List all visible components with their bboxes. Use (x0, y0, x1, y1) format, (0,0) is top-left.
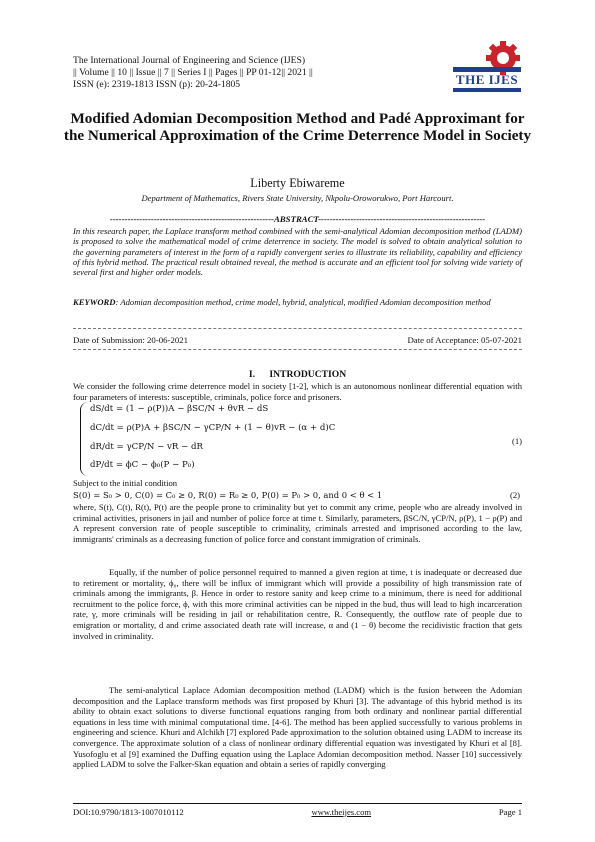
initial-condition-label: Subject to the initial condition (73, 478, 178, 488)
volume-line: || Volume || 10 || Issue || 7 || Series I || Pages || PP 01-12|| 2021 || (73, 67, 313, 78)
equation-number: (1) (511, 436, 522, 446)
author-name: Liberty Ebiwareme (250, 176, 345, 190)
equation-dp: dP/dt = ϕC − ϕ₀(P − P₀) (90, 460, 195, 470)
dates-row (73, 335, 522, 345)
section-title: INTRODUCTION (269, 369, 347, 380)
keywords (73, 297, 522, 307)
paragraph-equally: Equally, if the number of police personnel required to manned a given region at time, t is inadequate or decreased due to retirement or mortality, ϕ₀, there will be influx of immigrant which will provide a possibility of high transmission rate of criminals among the immigrants, β. Hence in order to restore sanity and keep crime to a minimum, there is need for additional recruitment to the police force, ϕ, with this more criminal activities can be nipped in the bud, thus will lead to high incarceration rate, γ, more criminals will be residing in jail or rehabilitation centre, R. Consequently, the outflow rate of people due to emigration or mortality, d and crime associated death rate will increase, α and (1 − θ) become the recidivistic fraction that gets involved in criminality. (73, 567, 522, 641)
divider (73, 328, 522, 329)
keywords-label: KEYWORD (73, 297, 116, 307)
page-number: Page 1 (498, 807, 522, 817)
equation-dr: dR/dt = γCP/N − vR − dR (90, 442, 204, 452)
brace (80, 402, 89, 476)
abstract-heading: --------------------------------------------------------ABSTRACT--------------------------------------------------------- (109, 214, 486, 224)
paragraph-ladm: The semi-analytical Laplace Adomian decomposition method (LADM) which is the fusion between the Adomian decomposition and the Laplace transform methods was first proposed by Khuri [3]. The advantage of this hybrid method is its ability to obtain exact solutions to diverse functional equations ranging from both ordinary and nonlinear partial differential equations in less time with minimal computational time. [4-6]. The method has been applied successfully to various problems in engineering and science. Khuri and Alchikh [7] explored Pade approximation to the solution obtained using LADM to increase its convergence. The approximate solution of a class of nonlinear ordinary differential equation was investigated by Khuri et al [8]. Yusofoglu et al [9] examined the Duffing equation using the Laplace Adomian decomposition method. Nasser [10] successively applied LADM to solve the Falker-Skan equation and obtain a series of rapidly converging (73, 685, 522, 770)
logo-text: THE IJES (455, 72, 519, 87)
issn-line: ISSN (e): 2319-1813 ISSN (p): 20-24-1805 (73, 79, 241, 90)
abstract-text: In this research paper, the Laplace transform method combined with the semi-analytical Adomian decomposition method (LADM) is proposed to solve the mathematical model of crime deterrence in society. The model is solved to obtain analytical solution to the governing parameters of interest in the form of a rapidly convergent series to illustrate its reliability, capability and efficiency of this hybrid method. The practical result obtained reveal, the method is accurate and an efficient tool for solving wide variety of several first and higher order models. (73, 226, 522, 278)
equation-system (80, 402, 522, 476)
keywords-text: : Adomian decomposition method, crime model, hybrid, analytical, modified Adomian decomposition method (115, 297, 491, 307)
author-affiliation: Department of Mathematics, Rivers State University, Nkpolu-Oroworukwo, Port Harcourt. (141, 193, 454, 203)
intro-paragraph: We consider the following crime deterrence model in society [1-2], which is an autonomous nonlinear differential equation with four parameters of interests: susceptible, criminals, police force and prisoners. (73, 381, 522, 402)
journal-name: The International Journal of Engineering and Science (IJES) (73, 55, 306, 66)
journal-logo (451, 40, 523, 96)
section-number: I. (248, 369, 255, 380)
section-heading (73, 369, 522, 380)
journal-link[interactable]: www.theijes.com (311, 807, 372, 817)
equation-dc: dC/dt = ρ(P)A + βSC/N − γCP/N + (1 − θ)vR − (α + d)C (90, 423, 336, 433)
equation-number: (2) (510, 490, 521, 500)
doi: DOI:10.9790/1813-1007010112 (73, 807, 184, 817)
divider (73, 349, 522, 350)
initial-condition: S(0) = S₀ > 0, C(0) = C₀ ≥ 0, R(0) = R₀ ≥ 0, P(0) = P₀ > 0, and 0 < θ < 1 (73, 490, 383, 500)
submission-date: Date of Submission: 20-06-2021 (73, 335, 189, 345)
acceptance-date: Date of Acceptance: 05-07-2021 (407, 335, 522, 345)
page-footer (73, 803, 522, 817)
equation-ds: dS/dt = (1 − ρ(P))A − βSC/N + θvR − dS (90, 404, 269, 414)
paper-title: Modified Adomian Decomposition Method and Padé Approximant for the Numerical Approximation of the Crime Deterrence Model in Society (63, 110, 532, 145)
paragraph-where: where, S(t), C(t), R(t), P(t) are the people prone to criminality but yet to commit any crime, people who are already involved in criminal activities, prisoners in jail and number of police force at time t. Similarly, parameters, βSC/N, γCP/N, ρ(P), 1 − ρ(P) and A represent conversion rate of people susceptible to criminality, criminals arrested and imprisoned according to the law, immigrants' criminals as a decreasing function of police force and constant immigration of criminals. (73, 502, 522, 544)
